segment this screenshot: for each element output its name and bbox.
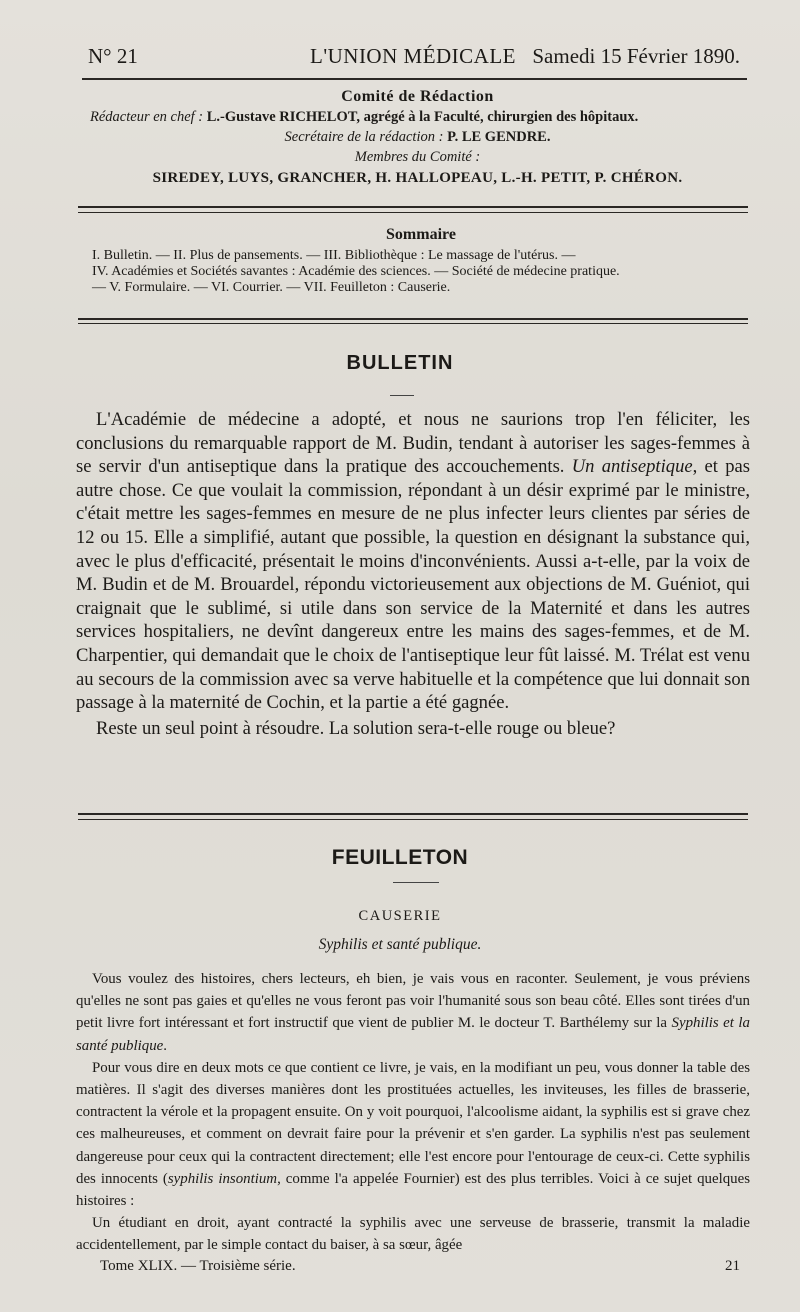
chief-editor-line <box>90 109 745 126</box>
sommaire-line-2: IV. Académies et Sociétés savantes : Académie des sciences. — Société de médecine pratique. <box>92 264 620 279</box>
footer-tome: Tome XLIX. — Troisième série. <box>100 1258 296 1274</box>
feuilleton-paragraph-1 <box>76 968 750 1057</box>
committee-members: SIREDEY, LUYS, GRANCHER, H. HALLOPEAU, L.-H. PETIT, P. CHÉRON. <box>152 170 683 186</box>
bulletin-paragraph-2: Reste un seul point à résoudre. La solution sera-t-elle rouge ou bleue? <box>96 717 616 739</box>
issue-number: N° 21 <box>88 44 138 68</box>
bulletin-paragraph-1 <box>76 408 750 715</box>
sommaire-line-1: I. Bulletin. — II. Plus de pansements. — III. Bibliothèque : Le massage de l'utérus. — <box>92 248 576 263</box>
secretary-line <box>90 129 745 146</box>
members-label-line <box>90 149 745 166</box>
chief-editor: L.-Gustave RICHELOT, agrégé à la Faculté, chirurgien des hôpitaux. <box>206 109 639 125</box>
feuil-p1-start: Vous voulez des histoires, chers lecteurs, eh bien, je vais vous en raconter. Seulement, je vous préviens qu'elles ne sont pas gaies et qu'elles ne vous feront pas voir l'humanité sous son beau côté. Elles sont tirées d'un petit livre fort intéressant et fort instructif que vient de publier M. le docteur T. Barthélemy sur la <box>76 971 750 1032</box>
bulletin-p1-end: , et pas autre chose. Ce que voulait la commission, répondant à un désir exprimé par le ministre, c'était mettre les sages-femmes en mesure de ne plus infecter leurs clientes par séries de 12 ou 15. Elle a simplifié, autant que possible, la question en désignant la substance qui, avec le plus d'efficacité, présentait le moins d'inconvénients. Aussi a-t-elle, par la voix de M. Budin et de M. Brouardel, répondu victorieusement aux objections de M. Guéniot, qui craignait que le sublimé, si utile dans son service de la Maternité et dans les autres services hospitaliers, ne devînt dangereux entre les mains des sages-femmes, et de M. Charpentier, qui demandait que le choix de l'antiseptique leur fût laissé. M. Trélat est venu au secours de la commission avec sa verve habituelle et la compétence que lui donnait son passage à la maternité de Cochin, et la partie a été gagnée. <box>76 456 751 714</box>
bulletin-p1-start: L'Académie de médecine a adopté, et nous ne saurions trop l'en féliciter, les conclusions du remarquable rapport de M. Budin, tendant à autoriser les sages-femmes à se servir d'un antiseptique dans la pratique des accouchements. <box>76 409 750 478</box>
feuilleton-heading: FEUILLETON <box>331 846 469 869</box>
bulletin-heading: BULLETIN <box>346 352 454 374</box>
feuil-p2-start: Pour vous dire en deux mots ce que contient ce livre, je vais, en la modifiant un peu, vous donner la table des matières. Il s'agit des diverses manières dont les prostituées actuelles, les inviteuses, les filles de brasserie, contractent la vérole et la propagent ensuite. On y voit pourquoi, l'alcoolisme aidant, la syphilis est si grave chez ces malheureuses, et comment on devrait faire pour la prévenir et s'en garder. La syphilis n'est pas seulement dangereuse pour ceux qui la contractent directement; elle l'est encore pour l'entourage de ceux-ci. Cette syphilis des innocents ( <box>76 1059 750 1187</box>
feuilleton-text <box>76 968 750 1257</box>
editorial-committee <box>90 88 745 187</box>
bulletin-rule-top <box>78 813 748 815</box>
feuilleton-dash <box>393 882 439 883</box>
sommaire-rule-bottom <box>78 323 748 324</box>
committee-rule-bottom <box>78 212 748 213</box>
committee-title: Comité de Rédaction <box>341 88 494 105</box>
chief-editor-label: Rédacteur en chef : <box>90 109 204 125</box>
secretary: P. LE GENDRE. <box>447 129 551 145</box>
sommaire-rule-top <box>78 318 748 320</box>
sommaire-title: Sommaire <box>386 226 456 243</box>
footer-page-number: 21 <box>725 1258 740 1274</box>
feuilleton-paragraph-3: Un étudiant en droit, ayant contracté la syphilis avec une serveuse de brasserie, transmit la maladie accidentellement, par le simple contact du baiser, à sa sœur, âgée <box>76 1215 750 1254</box>
sommaire-line-3: — V. Formulaire. — VI. Courrier. — VII. Feuilleton : Causerie. <box>92 280 451 295</box>
issue-date: Samedi 15 Février 1890. <box>532 44 740 68</box>
table-of-contents <box>92 226 750 296</box>
bulletin-text <box>76 408 750 740</box>
causerie-subtitle: Syphilis et santé publique. <box>318 936 482 953</box>
journal-title: L'UNION MÉDICALE <box>310 44 517 68</box>
feuil-p1-end: . <box>163 1037 167 1054</box>
feuil-p2-emphasis: syphilis insontium <box>167 1170 278 1187</box>
members-label: Membres du Comité : <box>354 149 481 165</box>
committee-rule-top <box>78 206 748 208</box>
header-rule <box>82 78 747 80</box>
causerie-heading: CAUSERIE <box>358 908 442 924</box>
feuil-p1-emphasis: Syphilis et la santé publique <box>76 1015 750 1054</box>
bulletin-p1-emphasis: Un antiseptique <box>571 456 693 478</box>
bulletin-dash <box>390 395 414 396</box>
feuil-p2-end: , comme l'a appelée Fournier) est des plus terribles. Voici à ce sujet quelques histoires : <box>76 1170 751 1210</box>
bulletin-rule-bottom <box>78 819 748 820</box>
page-header <box>88 44 740 70</box>
secretary-label: Secrétaire de la rédaction : <box>284 129 444 145</box>
feuilleton-paragraph-2 <box>76 1057 750 1212</box>
